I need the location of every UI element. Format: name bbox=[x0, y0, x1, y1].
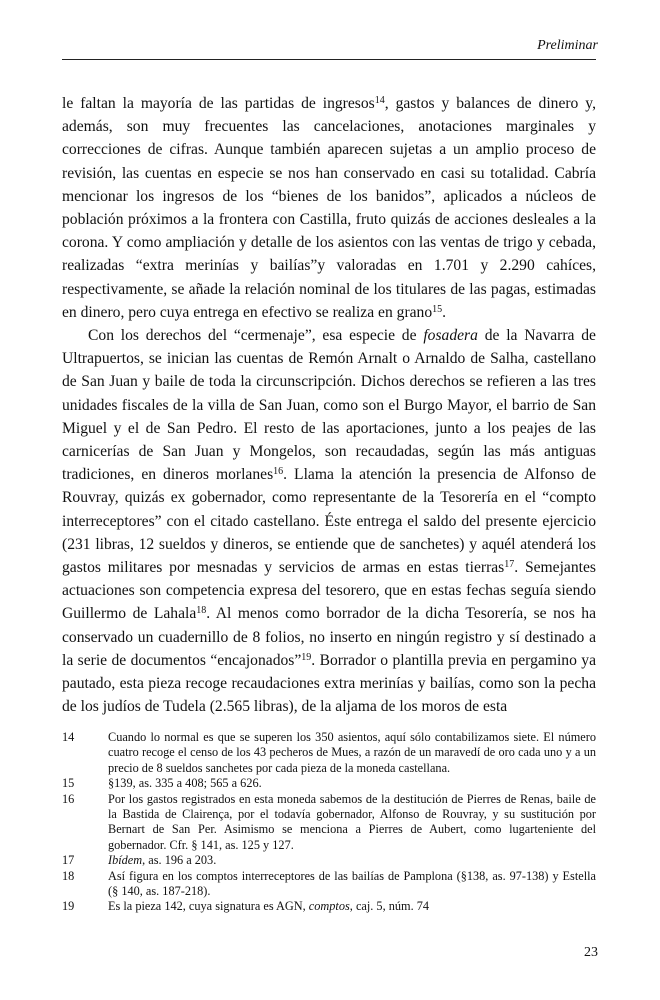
italic-term: Ibídem bbox=[108, 853, 143, 868]
text: . Borrador o plantilla previa en pergamino ya pautado, esta pieza recoge recaudaciones extra merinías y bailías, como son la pecha de los judíos de Tudela (2.565 libras), de la aljama de los moros de esta bbox=[62, 651, 596, 716]
text: de la Navarra de Ultrapuertos, se inician las cuentas de Remón Arnalt o Arnaldo de Salha, castellano de San Juan y baile de toda la circunscripción. Dichos derechos se refieren a las tres unidades fiscales de la villa de San Juan, como son el Burgo Mayor, el barrio de San Miguel y el de San Pedro. El resto de las aportaciones, junto a los peajes de las carnicerías de San Juan y Mongelos, son recaudadas, según las más antiguas tradiciones, en dineros morlanes bbox=[62, 327, 596, 484]
footnote bbox=[62, 899, 596, 914]
header-rule bbox=[62, 59, 596, 60]
paragraph-1 bbox=[62, 92, 596, 324]
text: , caj. 5, núm. 74 bbox=[349, 899, 430, 914]
text: Es la pieza 142, cuya signatura es AGN, bbox=[108, 899, 309, 914]
text: , gastos y balances de dinero y, además, son muy frecuentes las cancelaciones, anotaciones marginales y correcciones de cifras. Aunque también aparecen sujetas a un amplio proceso de revisión, las cuentas en especie se nos han conservado en casi su totalidad. Cabría mencionar los ingresos de los “bienes de los banidos”, aplicados a núcleos de población próximos a la frontera con Castilla, fruto quizás de acciones desleales a la corona. Y como ampliación y detalle de los asientos con las ventas de trigo y cebada, realizadas “extra merinías y bailías”y valoradas en 1.701 y 2.290 cahíces, respectivamente, se añade la relación nominal de los titulares de las pagas, estimadas en dinero, pero cuya entrega en efectivo se realiza en grano bbox=[62, 95, 596, 321]
footnote-ref-14[interactable]: 14 bbox=[374, 95, 385, 106]
footnote-text: Así figura en los comptos interreceptores de las bailías de Pamplona (§138, as. 97-138) y Estella (§ 140, as. 187-218). bbox=[108, 868, 596, 899]
footnote-number: 16 bbox=[62, 791, 75, 806]
footnote-number: 18 bbox=[62, 868, 75, 883]
text: le faltan la mayoría de las partidas de ingresos bbox=[62, 95, 375, 112]
footnote-text bbox=[108, 853, 596, 868]
footnote bbox=[62, 792, 596, 854]
footnote-ref-19[interactable]: 19 bbox=[301, 651, 312, 663]
running-head: Preliminar bbox=[537, 38, 598, 53]
footnote bbox=[62, 853, 596, 868]
footnote-ref-16[interactable]: 16 bbox=[273, 466, 284, 478]
text: . Semejantes actuaciones son competencia expresa del tesorero, que en estas fechas seguía siendo Guillermo de Lahala bbox=[62, 559, 596, 623]
italic-term: fosadera bbox=[423, 327, 478, 345]
paragraph-2 bbox=[62, 324, 596, 718]
footnote-ref-17[interactable]: 17 bbox=[504, 559, 515, 571]
text: Con los derechos del “cermenaje”, esa especie de bbox=[88, 327, 424, 345]
footnote bbox=[62, 730, 596, 776]
text: , as. 196 a 203. bbox=[142, 853, 217, 868]
footnote-text: Cuando lo normal es que se superen los 350 asientos, aquí sólo contabilizamos siete. El número cuatro recoge el censo de los 43 pecheros de Mues, a razón de un maravedí de oro cada uno y a un precio de 8 sueldos sanchetes por cada pieza de la moneda castellana. bbox=[108, 730, 596, 775]
text: . Llama la atención la presencia de Alfonso de Rouvray, quizás ex gobernador, como representante de la Tesorería en el “compto interreceptores” con el citado castellano. Éste entrega el saldo del presente ejercicio (231 libras, 12 sueldos y dineros, se entiende que de sanchetes) y aquél atenderá los gastos militares por mesnadas y servicios de armas en estas tierras bbox=[62, 466, 596, 577]
footnote-number: 17 bbox=[62, 853, 75, 868]
footnote-ref-18[interactable]: 18 bbox=[196, 605, 207, 617]
footnote bbox=[62, 776, 596, 791]
footnote-text: §139, as. 335 a 408; 565 a 626. bbox=[108, 776, 262, 791]
italic-term: comptos bbox=[308, 899, 350, 914]
footnote-ref-15[interactable]: 15 bbox=[432, 303, 443, 315]
footnotes bbox=[62, 730, 596, 915]
main-text bbox=[62, 92, 596, 718]
page-number: 23 bbox=[584, 945, 598, 960]
footnote-number: 14 bbox=[62, 730, 75, 744]
footnote-text bbox=[108, 899, 596, 914]
text: . bbox=[442, 303, 447, 321]
footnote-text: Por los gastos registrados en esta moneda sabemos de la destitución de Pierres de Renas, baile de la Bastida de Clairença, por el todavía gobernador, Alfonso de Rouvray, y su sustitución por Bernart de San Per. Asimismo se menciona a Pierres de Aubert, como lugarteniente del gobernador. Cfr. § 141, as. 125 y 127. bbox=[108, 791, 596, 852]
footnote bbox=[62, 869, 596, 900]
text: . Al menos como borrador de la dicha Tesorería, se nos ha conservado un cuadernillo de 8 folios, no inserto en ningún registro y sí destinado a la serie de documentos “encajonados” bbox=[62, 605, 596, 669]
footnote-number: 19 bbox=[62, 899, 75, 914]
footnote-number: 15 bbox=[62, 776, 75, 791]
